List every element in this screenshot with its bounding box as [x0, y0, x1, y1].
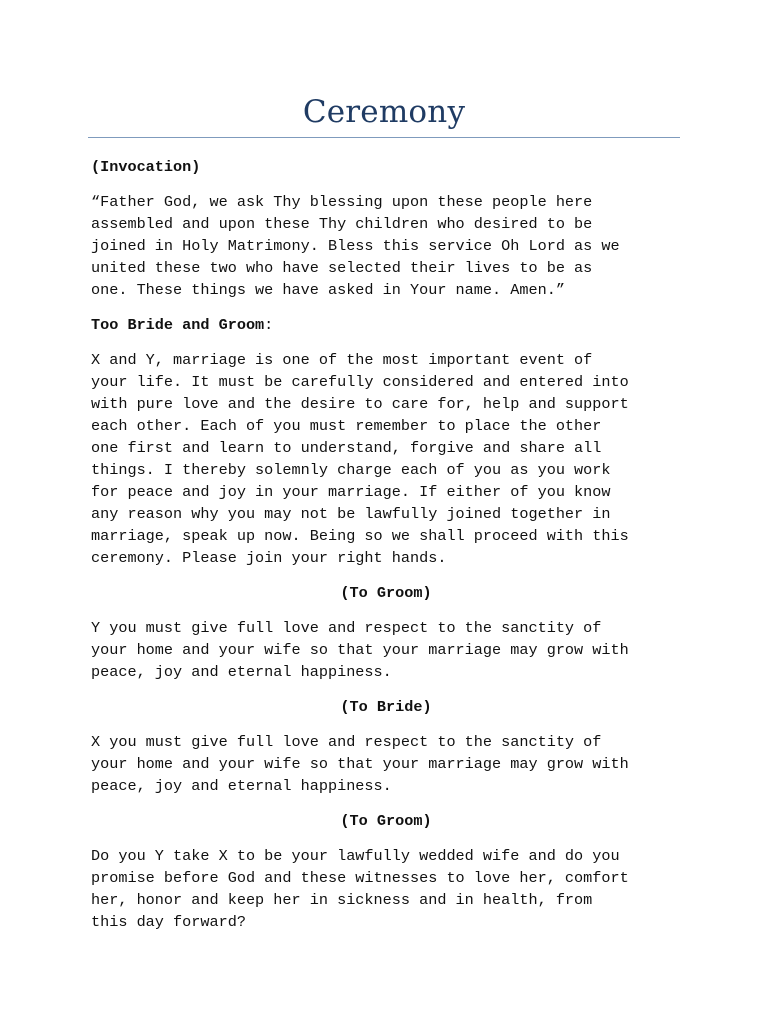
address-line: with pure love and the desire to care for, help and support	[91, 395, 629, 413]
vow-paragraph	[91, 845, 681, 933]
address-line: one first and learn to understand, forgive and share all	[91, 439, 602, 457]
bride-charge-paragraph	[91, 731, 681, 797]
vow-line: promise before God and these witnesses to love her, comfort	[91, 869, 629, 887]
to-groom-heading: (To Groom)	[340, 584, 432, 602]
groom-charge-line: Y you must give full love and respect to the sanctity of	[91, 619, 602, 637]
document-title: Ceremony	[302, 94, 466, 130]
vow-line: her, honor and keep her in sickness and in health, from	[91, 891, 593, 909]
address-heading	[91, 314, 681, 336]
vow-line: Do you Y take X to be your lawfully wedded wife and do you	[91, 847, 620, 865]
address-line: your life. It must be carefully considered and entered into	[91, 373, 629, 391]
groom-charge-line: your home and your wife so that your marriage may grow with	[91, 641, 629, 659]
address-paragraph	[91, 349, 681, 569]
invocation-heading: (Invocation)	[91, 158, 201, 176]
invocation-line: joined in Holy Matrimony. Bless this service Oh Lord as we	[91, 237, 620, 255]
groom-charge-line: peace, joy and eternal happiness.	[91, 663, 392, 681]
vow-line: this day forward?	[91, 913, 246, 931]
address-line: any reason why you may not be lawfully joined together in	[91, 505, 611, 523]
address-line: for peace and joy in your marriage. If either of you know	[91, 483, 611, 501]
to-bride-heading: (To Bride)	[340, 698, 432, 716]
address-heading-colon: :	[264, 316, 274, 334]
address-line: ceremony. Please join your right hands.	[91, 549, 447, 567]
address-line: X and Y, marriage is one of the most important event of	[91, 351, 593, 369]
address-line: each other. Each of you must remember to place the other	[91, 417, 602, 435]
bride-charge-line: X you must give full love and respect to the sanctity of	[91, 733, 602, 751]
address-heading-text: Too Bride and Groom	[91, 316, 265, 334]
address-line: marriage, speak up now. Being so we shall proceed with this	[91, 527, 629, 545]
invocation-line: one. These things we have asked in Your name. Amen.”	[91, 281, 565, 299]
invocation-line: “Father God, we ask Thy blessing upon these people here	[91, 193, 593, 211]
invocation-line: assembled and upon these Thy children who desired to be	[91, 215, 593, 233]
to-groom-heading-vow: (To Groom)	[340, 812, 432, 830]
bride-charge-line: your home and your wife so that your marriage may grow with	[91, 755, 629, 773]
address-line: things. I thereby solemnly charge each of you as you work	[91, 461, 611, 479]
invocation-line: united these two who have selected their lives to be as	[91, 259, 593, 277]
bride-charge-line: peace, joy and eternal happiness.	[91, 777, 392, 795]
invocation-paragraph	[91, 191, 681, 301]
document-body	[91, 156, 681, 946]
title-underline-divider	[88, 137, 680, 138]
groom-charge-paragraph	[91, 617, 681, 683]
